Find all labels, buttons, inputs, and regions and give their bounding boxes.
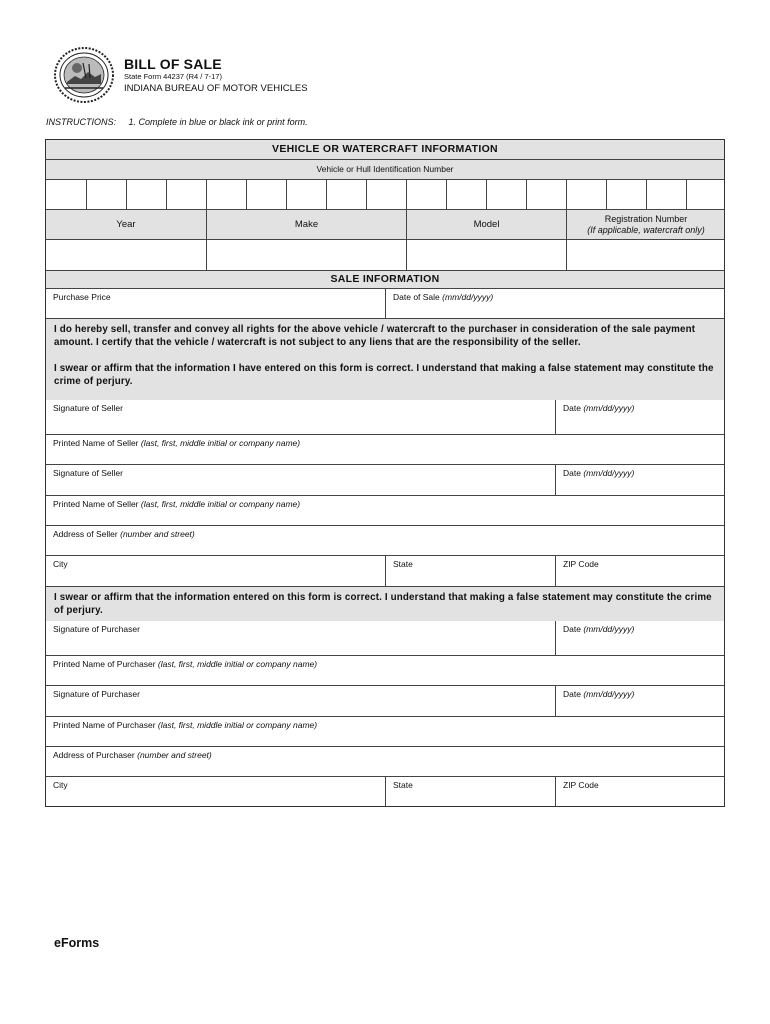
vin-char-box[interactable] (446, 180, 486, 209)
date-of-sale-field[interactable] (385, 289, 725, 318)
seller-printed-name-row (46, 496, 724, 526)
registration-note: (If applicable, watercraft only) (587, 225, 705, 235)
vin-char-box[interactable] (326, 180, 366, 209)
seller-printed-name-note: (last, first, middle initial or company name) (140, 438, 301, 448)
seller-date-label: Date (563, 468, 581, 478)
model-input[interactable] (406, 240, 566, 270)
purchaser-date-label: Date (563, 624, 581, 634)
purchaser-signature-field[interactable] (46, 621, 555, 655)
vin-char-box[interactable] (566, 180, 606, 209)
seller-printed-name-label: Printed Name of Seller (53, 438, 139, 448)
seller-address-row (46, 526, 724, 556)
vin-char-box[interactable] (166, 180, 206, 209)
purchaser-state-field[interactable] (385, 777, 555, 807)
vin-char-box[interactable] (126, 180, 166, 209)
vin-char-box[interactable] (646, 180, 686, 209)
vin-char-box[interactable] (526, 180, 566, 209)
vin-char-box[interactable] (286, 180, 326, 209)
seller-printed-name-label: Printed Name of Seller (53, 499, 139, 509)
purchaser-printed-name-note: (last, first, middle initial or company name) (157, 720, 318, 730)
model-label: Model (406, 210, 566, 239)
purchaser-city-label: City (53, 780, 68, 790)
form-number: State Form 44237 (R4 / 7-17) (124, 72, 222, 81)
seller-address-note: (number and street) (120, 529, 195, 539)
seller-printed-name-field[interactable] (46, 496, 724, 525)
purchaser-signature-label: Signature of Purchaser (53, 624, 140, 634)
seller-date-field[interactable] (555, 465, 725, 495)
vin-char-box[interactable] (46, 180, 86, 209)
date-of-sale-format: (mm/dd/yyyy) (442, 292, 494, 302)
state-seal-icon (53, 46, 115, 104)
registration-label: Registration Number (604, 214, 688, 224)
vehicle-inputs-row (46, 240, 724, 271)
vin-boxes-row (46, 180, 724, 210)
vin-char-box[interactable] (86, 180, 126, 209)
year-input[interactable] (46, 240, 206, 270)
purchaser-statement-perjury: I swear or affirm that the information entered on this form is correct. I understand that making a false statement may constitute the crime of perjury. (54, 592, 712, 616)
purchaser-printed-name-row (46, 656, 724, 686)
seller-printed-name-note: (last, first, middle initial or company name) (140, 499, 301, 509)
seller-signature-row (46, 465, 724, 496)
registration-input[interactable] (566, 240, 725, 270)
vehicle-heading: VEHICLE OR WATERCRAFT INFORMATION (272, 143, 498, 155)
purchaser-date-format: (mm/dd/yyyy) (583, 689, 635, 699)
price-date-row (46, 289, 724, 319)
date-of-sale-label: Date of Sale (393, 292, 440, 302)
purchaser-address-note: (number and street) (137, 750, 212, 760)
purchaser-statement (46, 587, 724, 621)
year-label: Year (116, 219, 136, 230)
purchaser-signature-row (46, 686, 724, 717)
seller-printed-name-field[interactable] (46, 435, 724, 464)
purchaser-signature-label: Signature of Purchaser (53, 689, 140, 699)
purchaser-signature-row (46, 621, 724, 656)
seller-date-label: Date (563, 403, 581, 413)
seller-state-field[interactable] (385, 556, 555, 586)
seller-date-format: (mm/dd/yyyy) (583, 468, 635, 478)
vin-char-box[interactable] (246, 180, 286, 209)
purchaser-date-field[interactable] (555, 686, 725, 716)
seller-date-format: (mm/dd/yyyy) (583, 403, 635, 413)
seller-statement-perjury: I swear or affirm that the information I have entered on this form is correct. I understand that making a false statement may constitute the crime of perjury. (54, 363, 714, 387)
vin-char-box[interactable] (366, 180, 406, 209)
seller-city-state-zip-row (46, 556, 724, 587)
purchaser-address-field[interactable] (46, 747, 724, 776)
seller-signature-label: Signature of Seller (53, 468, 123, 478)
purchase-price-field[interactable] (46, 289, 385, 318)
instructions-label: INSTRUCTIONS: (46, 117, 117, 127)
purchaser-address-label: Address of Purchaser (53, 750, 135, 760)
purchaser-printed-name-row (46, 717, 724, 747)
purchaser-date-field[interactable] (555, 621, 725, 655)
purchase-price-label: Purchase Price (53, 292, 111, 302)
purchaser-date-format: (mm/dd/yyyy) (583, 624, 635, 634)
vin-char-box[interactable] (406, 180, 446, 209)
seller-signature-label: Signature of Seller (53, 403, 123, 413)
purchaser-zip-field[interactable] (555, 777, 725, 807)
vin-char-box[interactable] (486, 180, 526, 209)
form-title: BILL OF SALE (124, 56, 222, 72)
seller-signature-field[interactable] (46, 465, 555, 495)
purchaser-zip-label: ZIP Code (563, 780, 599, 790)
seller-city-field[interactable] (46, 556, 385, 586)
purchaser-printed-name-label: Printed Name of Purchaser (53, 659, 156, 669)
vin-char-box[interactable] (206, 180, 246, 209)
purchaser-date-label: Date (563, 689, 581, 699)
seller-signature-field[interactable] (46, 400, 555, 434)
sale-section-header (46, 271, 724, 289)
sale-heading: SALE INFORMATION (330, 273, 440, 285)
agency-name: INDIANA BUREAU OF MOTOR VEHICLES (124, 83, 308, 94)
purchaser-state-label: State (393, 780, 413, 790)
seller-state-label: State (393, 559, 413, 569)
purchaser-printed-name-field[interactable] (46, 717, 724, 746)
vin-label: Vehicle or Hull Identification Number (316, 164, 454, 174)
registration-label-cell (566, 210, 725, 239)
make-label: Make (206, 210, 406, 239)
purchaser-address-row (46, 747, 724, 777)
seller-zip-field[interactable] (555, 556, 725, 586)
seller-address-label: Address of Seller (53, 529, 118, 539)
seller-statement-transfer: I do hereby sell, transfer and convey all rights for the above vehicle / watercraft to the purchaser in consideration of the sale payment amount. I certify that the vehicle / watercraft is not subject to any liens that are the responsibility of the seller. (54, 324, 696, 348)
instructions (46, 117, 308, 127)
seller-signature-row (46, 400, 724, 435)
seller-date-field[interactable] (555, 400, 725, 434)
make-input[interactable] (206, 240, 406, 270)
vin-label-row (46, 160, 724, 180)
eforms-brand: eForms (54, 936, 100, 950)
instructions-text: 1. Complete in blue or black ink or print form. (128, 117, 308, 127)
vehicle-section-header (46, 140, 724, 160)
seller-city-label: City (53, 559, 68, 569)
purchaser-printed-name-label: Printed Name of Purchaser (53, 720, 156, 730)
seller-printed-name-row (46, 435, 724, 465)
seller-address-field[interactable] (46, 526, 724, 555)
purchaser-signature-field[interactable] (46, 686, 555, 716)
purchaser-city-field[interactable] (46, 777, 385, 807)
seller-zip-label: ZIP Code (563, 559, 599, 569)
vehicle-labels-row (46, 210, 724, 240)
vin-char-box[interactable] (686, 180, 725, 209)
purchaser-printed-name-note: (last, first, middle initial or company name) (157, 659, 318, 669)
vin-char-box[interactable] (606, 180, 646, 209)
purchaser-printed-name-field[interactable] (46, 656, 724, 685)
bill-of-sale-form (45, 139, 725, 807)
seller-statement (46, 319, 724, 400)
purchaser-city-state-zip-row (46, 777, 724, 807)
